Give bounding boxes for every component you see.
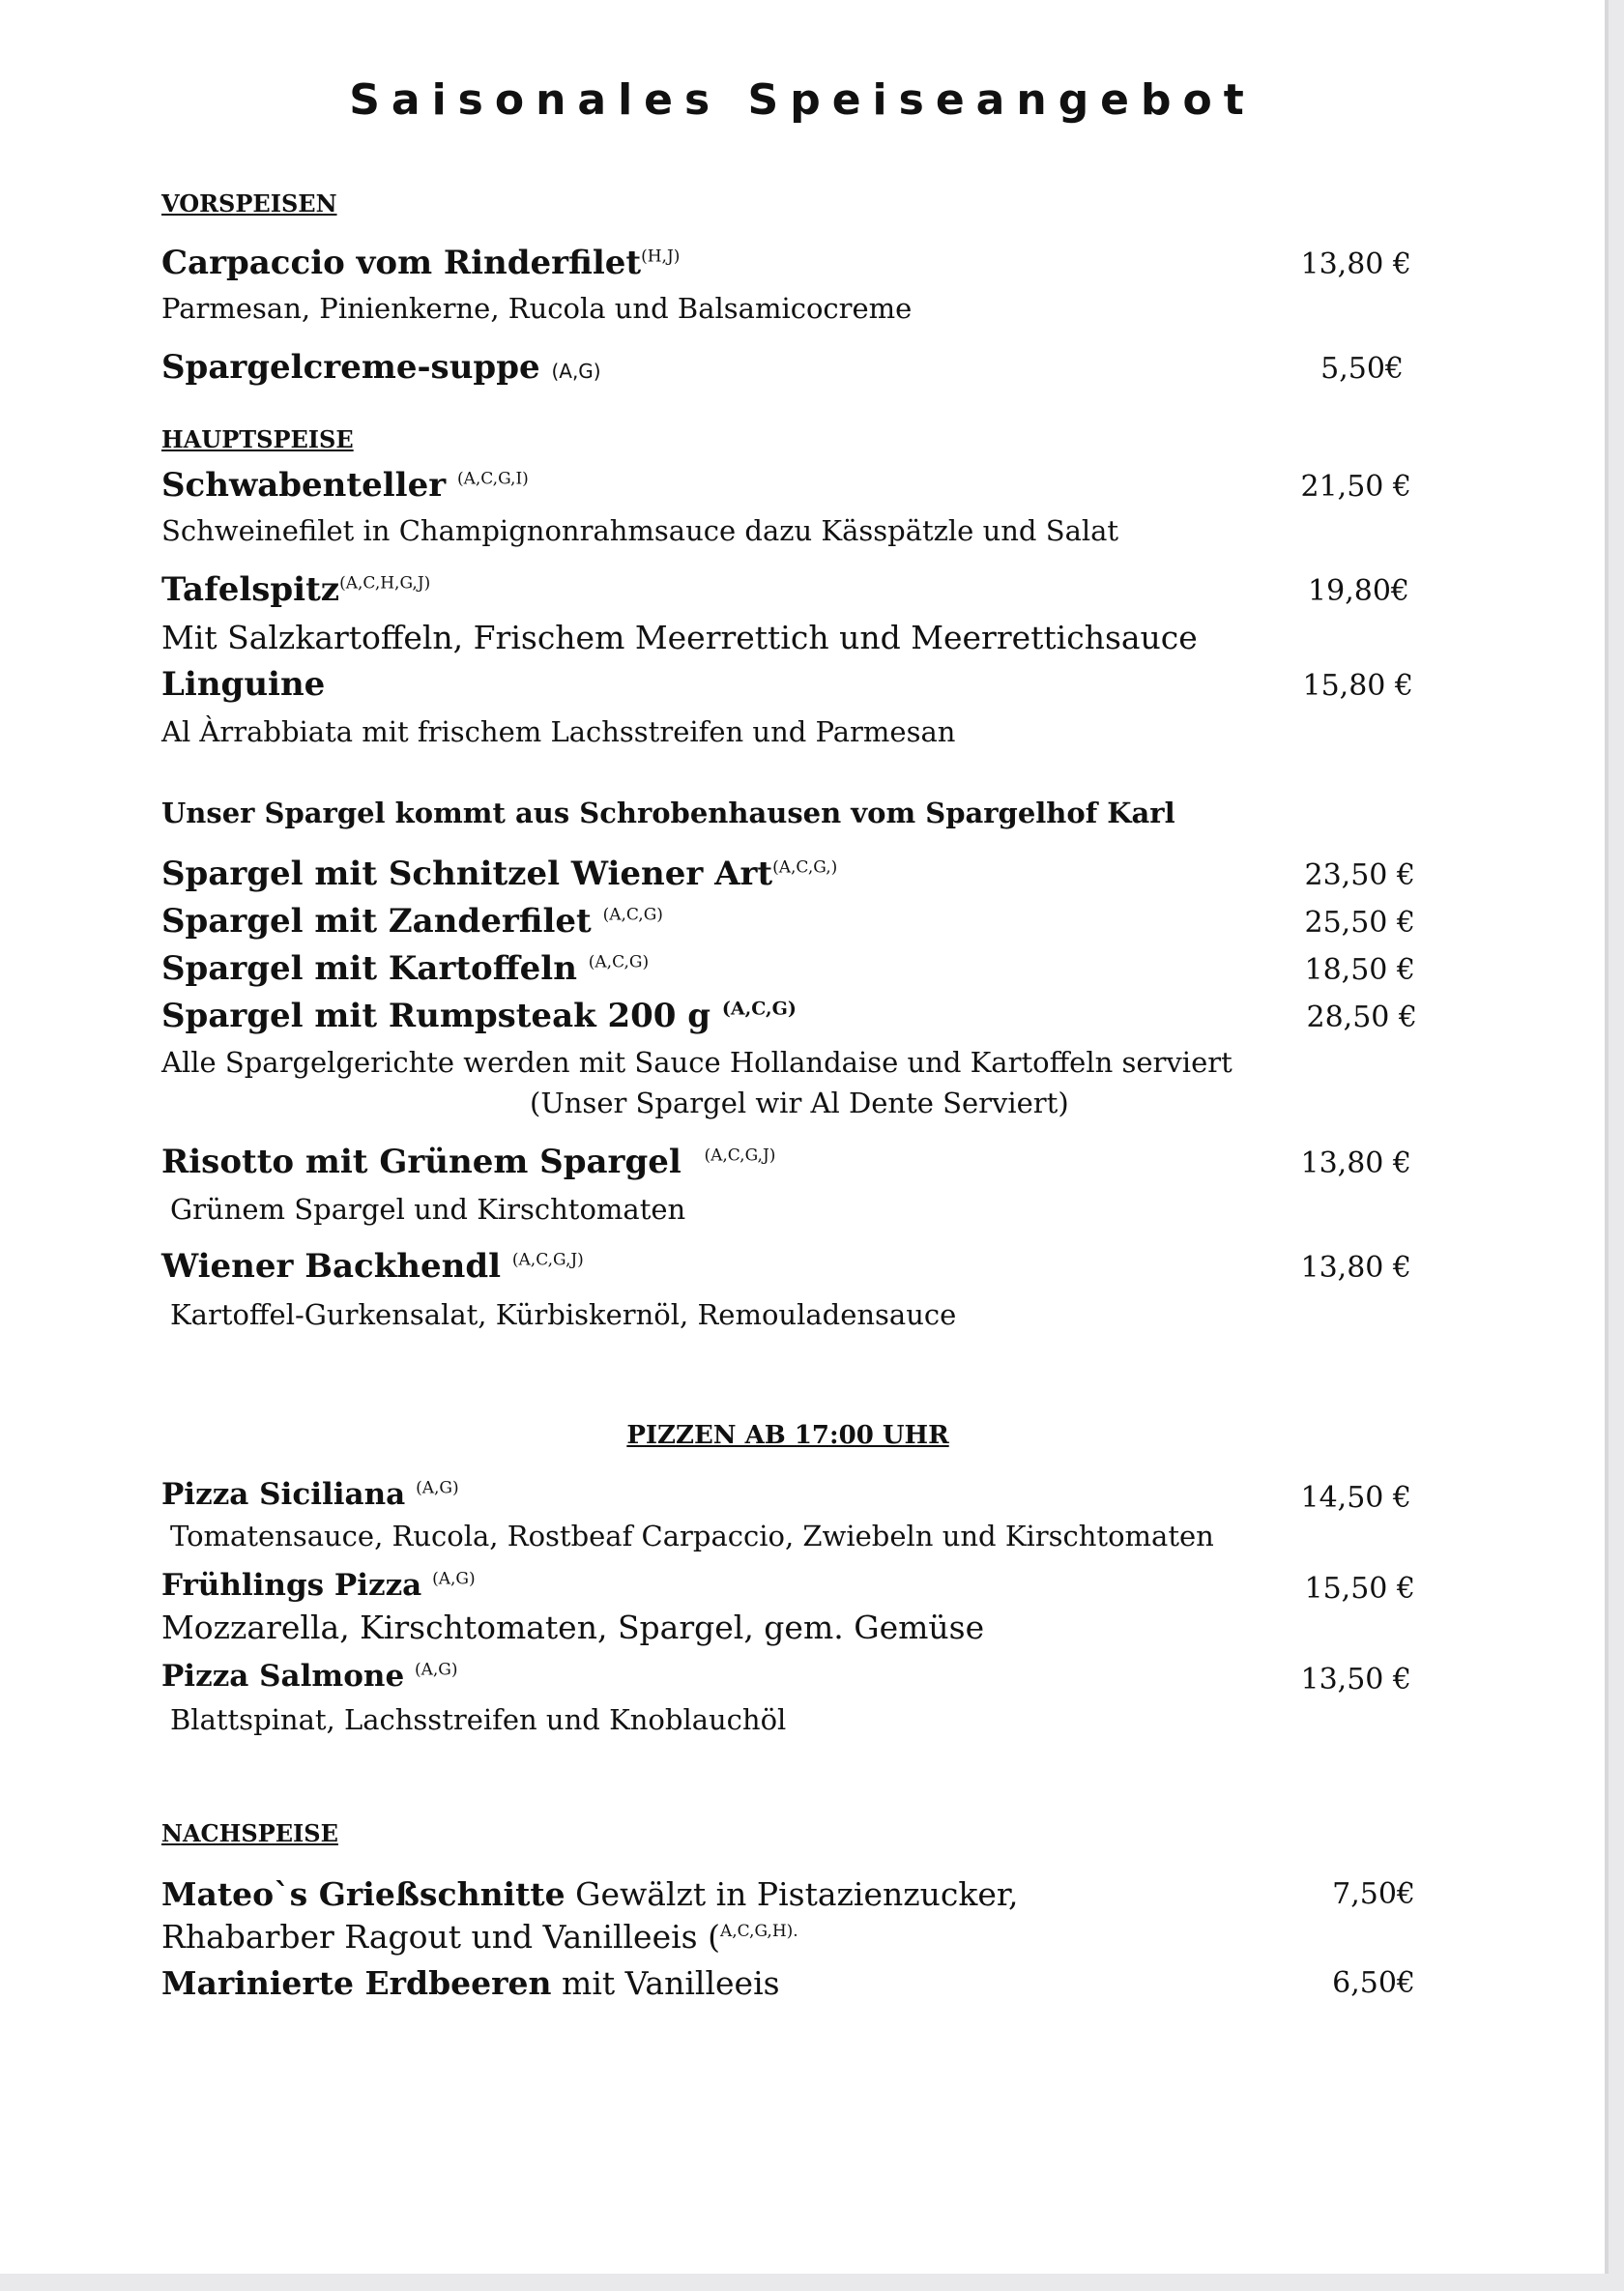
dish-price: 6,50€ xyxy=(1332,1966,1415,2000)
dish-description: Blattspinat, Lachsstreifen und Knoblauchöl xyxy=(170,1703,787,1736)
dish-price: 15,80 € xyxy=(1302,669,1413,703)
dish-price: 13,50 € xyxy=(1300,1663,1411,1696)
section-nachspeise: NACHSPEISE xyxy=(161,1819,338,1847)
spargel-note: Alle Spargelgerichte werden mit Sauce Hollandaise und Kartoffeln serviert xyxy=(161,1046,1232,1079)
dish-price: 19,80€ xyxy=(1308,574,1409,608)
dish-price: 13,80 € xyxy=(1300,1146,1411,1180)
dish-description: Mit Salzkartoffeln, Frischem Meerrettich und Meerrettichsauce xyxy=(161,619,1198,656)
dish-price: 7,50€ xyxy=(1332,1877,1415,1911)
dish-name: Tafelspitz$^{(A,C,H,G,J)}$ xyxy=(161,570,431,609)
dish-price: 5,50€ xyxy=(1320,352,1404,386)
dessert-line: Marinierte Erdbeeren mit Vanilleeis xyxy=(161,1964,780,2002)
dish-name: Spargel mit Zanderfilet $^{(A,C,G)}$ xyxy=(161,902,663,941)
dish-name: Spargel mit Kartoffeln $^{(A,C,G)}$ xyxy=(161,949,650,988)
dish-name: Linguine xyxy=(161,665,326,704)
dish-name: Risotto mit Grünem Spargel $^{(A,C,G,J)}$ xyxy=(161,1143,776,1181)
dessert-line: Rhabarber Ragout und Vanilleeis ($^{A,C,G,H).}$ xyxy=(161,1918,798,1956)
dish-name: Spargelcreme-suppe (A,G) xyxy=(161,348,601,387)
dish-description: Kartoffel-Gurkensalat, Kürbiskernöl, Remouladensauce xyxy=(170,1298,957,1331)
dish-price: 13,80 € xyxy=(1300,247,1411,281)
section-hauptspeise: HAUPTSPEISE xyxy=(161,425,354,453)
dish-name: Pizza Salmone $^{(A,G)}$ xyxy=(161,1659,458,1694)
dish-name: Spargel mit Schnitzel Wiener Art$^{(A,C,G,)}$ xyxy=(161,855,838,893)
section-vorspeisen: VORSPEISEN xyxy=(161,189,337,218)
dish-price: 25,50 € xyxy=(1304,906,1415,940)
spargel-note: (Unser Spargel wir Al Dente Serviert) xyxy=(530,1087,1069,1119)
dish-price: 23,50 € xyxy=(1304,858,1415,892)
spargel-intro: Unser Spargel kommt aus Schrobenhausen vom Spargelhof Karl xyxy=(161,797,1175,829)
dish-description: Grünem Spargel und Kirschtomaten xyxy=(170,1193,686,1226)
dish-price: 28,50 € xyxy=(1306,1000,1417,1034)
dish-description: Mozzarella, Kirschtomaten, Spargel, gem. Gemüse xyxy=(161,1609,985,1646)
dish-name: Spargel mit Rumpsteak 200 g $^{(A,C,G)}$ xyxy=(161,997,797,1035)
dish-name: Pizza Siciliana $^{(A,G)}$ xyxy=(161,1477,459,1512)
dish-price: 21,50 € xyxy=(1300,470,1411,504)
dish-name: Carpaccio vom Rinderfilet$^{(H,J)}$ xyxy=(161,244,681,282)
dish-description: Al Àrrabbiata mit frischem Lachsstreifen und Parmesan xyxy=(161,715,956,748)
dessert-line: Mateo`s Grießschnitte Gewälzt in Pistazienzucker, xyxy=(161,1875,1019,1913)
dish-description: Parmesan, Pinienkerne, Rucola und Balsamicocreme xyxy=(161,292,913,325)
dish-price: 18,50 € xyxy=(1304,953,1415,987)
dish-description: Tomatensauce, Rucola, Rostbeaf Carpaccio, Zwiebeln und Kirschtomaten xyxy=(170,1520,1214,1552)
dish-price: 15,50 € xyxy=(1304,1572,1415,1606)
dish-description: Schweinefilet in Champignonrahmsauce dazu Kässpätzle und Salat xyxy=(161,514,1119,547)
dish-price: 14,50 € xyxy=(1300,1481,1411,1515)
dish-name: Schwabenteller $^{(A,C,G,I)}$ xyxy=(161,466,529,505)
dish-price: 13,80 € xyxy=(1300,1251,1411,1285)
page-title: Saisonales Speiseangebot xyxy=(349,75,1256,125)
dish-name: Frühlings Pizza $^{(A,G)}$ xyxy=(161,1568,476,1603)
section-pizzen: PIZZEN AB 17:00 UHR xyxy=(626,1421,949,1450)
dish-name: Wiener Backhendl $^{(A,C,G,J)}$ xyxy=(161,1247,584,1286)
